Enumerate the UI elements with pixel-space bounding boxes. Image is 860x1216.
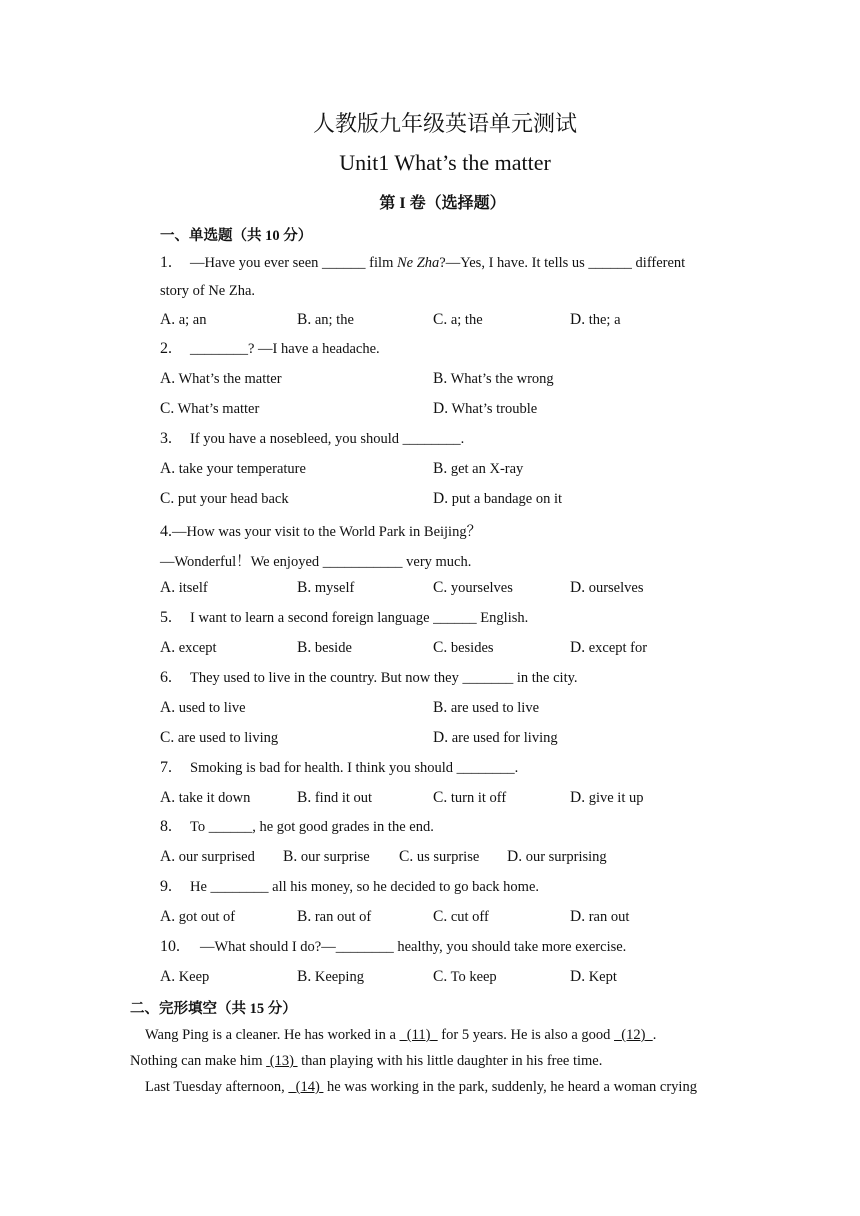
- cloze-blank[interactable]: (13): [269, 1053, 294, 1069]
- question-6: 6. They used to live in the country. But now they _______ in the city.: [160, 669, 578, 686]
- option-b[interactable]: B. an; the: [297, 311, 354, 328]
- question-10: 10. —What should I do?—________ healthy, you should take more exercise.: [160, 938, 627, 955]
- option-b[interactable]: B. ran out of: [297, 908, 372, 925]
- option-d[interactable]: D. except for: [570, 639, 648, 656]
- option-b[interactable]: B. What’s the wrong: [433, 370, 554, 387]
- option-c[interactable]: C. turn it off: [433, 789, 507, 806]
- question-2: 2. ________? —I have a headache.: [160, 340, 380, 357]
- section2-heading: 二、完形填空（共 15 分）: [130, 1001, 297, 1017]
- option-b[interactable]: B. Keeping: [297, 968, 364, 985]
- option-b[interactable]: B. get an X-ray: [433, 460, 524, 477]
- option-c[interactable]: C. To keep: [433, 968, 497, 985]
- option-d[interactable]: D. our surprising: [507, 848, 607, 865]
- option-b[interactable]: B. our surprise: [283, 848, 370, 865]
- option-d[interactable]: D. ourselves: [570, 579, 644, 596]
- question-7: 7. Smoking is bad for health. I think you should ________.: [160, 759, 519, 776]
- question-9: 9. He ________ all his money, so he decided to go back home.: [160, 878, 539, 895]
- option-d[interactable]: D. Kept: [570, 968, 617, 985]
- question-number: 1.: [160, 254, 172, 271]
- option-a[interactable]: A. take your temperature: [160, 460, 306, 477]
- option-d[interactable]: D. the; a: [570, 311, 621, 328]
- question-stem-italic: Ne Zha: [396, 255, 440, 271]
- option-c[interactable]: C. besides: [433, 639, 494, 656]
- option-b[interactable]: B. myself: [297, 579, 355, 596]
- option-a[interactable]: A. itself: [160, 579, 208, 596]
- question-8: 8. To ______, he got good grades in the end.: [160, 818, 434, 835]
- question-stem: ?—Yes, I have. It tells us ______ different: [439, 255, 686, 271]
- option-a[interactable]: A. got out of: [160, 908, 236, 925]
- option-c[interactable]: C. put your head back: [160, 490, 289, 507]
- option-c[interactable]: C. a; the: [433, 311, 483, 328]
- option-a[interactable]: A. take it down: [160, 789, 251, 806]
- option-c[interactable]: C. us surprise: [399, 848, 480, 865]
- question-4: 4.—How was your visit to the World Park in Beijing？: [160, 523, 482, 540]
- option-d[interactable]: D. What’s trouble: [433, 400, 538, 417]
- option-c[interactable]: C. What’s matter: [160, 400, 260, 417]
- question-1: [160, 254, 685, 272]
- option-a[interactable]: A. a; an: [160, 311, 207, 328]
- question-3: 3. If you have a nosebleed, you should ________.: [160, 430, 465, 447]
- option-d[interactable]: D. are used for living: [433, 729, 558, 746]
- question-4-continued: —Wonderful！We enjoyed ___________ very much.: [160, 554, 472, 570]
- passage-line-2: Nothing can make him (13) than playing with his little daughter in his free time.: [130, 1053, 603, 1069]
- question-1-continued: story of Ne Zha.: [160, 283, 256, 299]
- page-subtitle: Unit1 What’s the matter: [339, 150, 551, 175]
- cloze-blank[interactable]: (11): [406, 1027, 431, 1043]
- option-d[interactable]: D. give it up: [570, 789, 644, 806]
- question-stem: —Have you ever seen ______ film: [190, 255, 397, 271]
- option-a[interactable]: A. except: [160, 639, 217, 656]
- option-a[interactable]: A. our surprised: [160, 848, 255, 865]
- option-d[interactable]: D. ran out: [570, 908, 630, 925]
- question-5: 5. I want to learn a second foreign language ______ English.: [160, 609, 529, 626]
- volume-heading: 第 I 卷（选择题）: [379, 195, 506, 212]
- option-d[interactable]: D. put a bandage on it: [433, 490, 563, 507]
- option-a[interactable]: A. What’s the matter: [160, 370, 282, 387]
- option-c[interactable]: C. cut off: [433, 908, 489, 925]
- cloze-blank[interactable]: (14): [295, 1079, 320, 1095]
- option-b[interactable]: B. are used to live: [433, 699, 540, 716]
- option-c[interactable]: C. yourselves: [433, 579, 513, 596]
- option-a[interactable]: A. Keep: [160, 968, 210, 985]
- option-b[interactable]: B. find it out: [297, 789, 373, 806]
- page-title: 人教版九年级英语单元测试: [312, 112, 577, 137]
- section1-heading: 一、单选题（共 10 分）: [160, 228, 313, 244]
- cloze-blank[interactable]: (12): [621, 1027, 646, 1043]
- option-a[interactable]: A. used to live: [160, 699, 246, 716]
- passage-line-3: Last Tuesday afternoon, (14) he was working in the park, suddenly, he heard a woman crying: [145, 1079, 697, 1095]
- option-b[interactable]: B. beside: [297, 639, 352, 656]
- option-c[interactable]: C. are used to living: [160, 729, 279, 746]
- passage-line-1: Wang Ping is a cleaner. He has worked in a (11) for 5 years. He is also a good (12) .: [145, 1027, 657, 1043]
